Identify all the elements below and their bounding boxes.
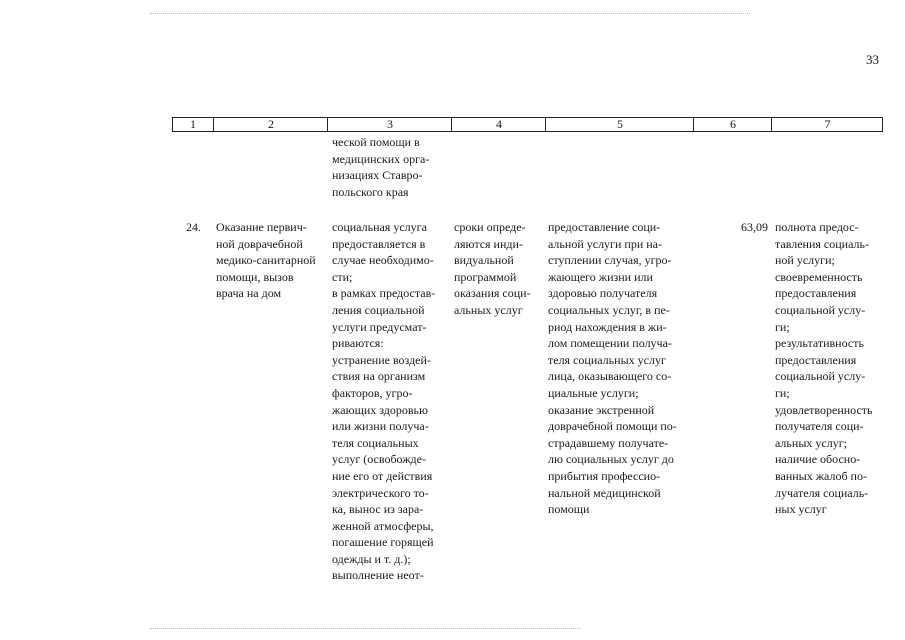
row-24-service-name: Оказание первич- ной доврачебной медико-санитарной помощи, вызов врача на дом: [216, 220, 316, 301]
row-24-conditions: предоставление соци- альной услуги при на- ступлении случая, угро- жающего жизни или здоровью получателя социальных услуг, в пе- риод нахождения в жи- лом помещении получа- теля социальных услуг лица, оказывающего со- циальные услуги; оказание экстренной доврачебной помощи по- страдавшему получате- лю социальных услуг до прибытия профессио- нальной медицинской помощи: [548, 220, 677, 517]
header-cell-7: 7: [771, 118, 883, 131]
page-number: 33: [866, 52, 879, 67]
row-24-indicators: полнота предос- тавления социаль- ной услуги; своевременность предоставления социальной услу- ги; результативность предоставления социальной услу- ги; удовлетворенность получателя соци- альных услуг; наличие обосно- ванных жалоб по- лучателя социаль- ных услуг: [775, 220, 873, 517]
scan-artifact-top: [150, 13, 750, 14]
header-cell-5: 5: [545, 118, 694, 131]
row-24-number: 24.: [186, 220, 201, 234]
header-cell-4: 4: [451, 118, 546, 131]
header-cell-2: 2: [213, 118, 328, 131]
table-header-row: [172, 117, 883, 132]
continuation-col3: ческой помощи в медицинских орга- низациях Ставро- польского края: [332, 135, 430, 199]
row-24-description: социальная услуга предоставляется в случае необходимо- сти; в рамках предостав- ления социальной услуги предусмат- риваются: устранение воздей- ствия на организм факторов, угро- жающих здоровью или жизни получа- теля социальных услуг (освобожде- ние его от действия электрического то- ка, вынос из зара- женной атмосферы, погашение горящей одежды и т. д.); выполнение неот-: [332, 220, 436, 583]
header-cell-3: 3: [327, 118, 452, 131]
scan-artifact-bottom: [150, 628, 580, 629]
header-cell-6: 6: [693, 118, 772, 131]
header-cell-1: 1: [190, 117, 196, 131]
row-24-terms: сроки опреде- ляются инди- видуальной программой оказания соци- альных услуг: [454, 220, 531, 317]
row-24-tariff: 63,09: [741, 220, 768, 234]
